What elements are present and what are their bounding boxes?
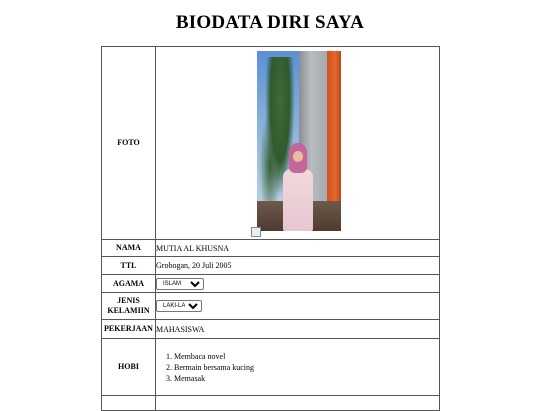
hobi-item: 3. Memasak	[174, 373, 439, 384]
hobi-cell	[156, 339, 440, 396]
value-extra	[156, 396, 440, 411]
label-nama: NAMA	[102, 240, 156, 257]
row-foto	[102, 47, 440, 240]
label-pekerjaan: PEKERJAAN	[102, 320, 156, 339]
photo-cell	[156, 47, 440, 240]
value-pekerjaan: MAHASISWA	[156, 320, 440, 339]
row-agama	[102, 275, 440, 293]
label-hobi: HOBI	[102, 339, 156, 396]
value-nama: MUTIA AL KHUSNA	[156, 240, 440, 257]
label-jenis-kelamin	[102, 293, 156, 320]
label-foto: FOTO	[102, 47, 156, 240]
agama-cell	[156, 275, 440, 293]
broken-image-icon	[251, 227, 261, 237]
jenis-kelamin-select[interactable]	[156, 300, 202, 312]
label-jenis: JENIS	[117, 296, 140, 305]
jenis-kelamin-cell	[156, 293, 440, 320]
row-ttl	[102, 257, 440, 275]
label-ttl: TTL	[102, 257, 156, 275]
value-ttl: Grobogan, 20 Juli 2005	[156, 257, 440, 275]
label-kelamin: KELAMIIN	[107, 306, 150, 315]
row-jenis-kelamin	[102, 293, 440, 320]
person-figure	[281, 143, 315, 231]
hobi-item: 2. Bermain bersama kucing	[174, 362, 439, 373]
hobi-item: 1. Membaca novel	[174, 351, 439, 362]
row-extra	[102, 396, 440, 411]
profile-photo	[257, 51, 341, 231]
agama-select[interactable]	[156, 278, 204, 290]
row-pekerjaan	[102, 320, 440, 339]
biodata-table	[101, 46, 440, 411]
label-agama: AGAMA	[102, 275, 156, 293]
row-hobi	[102, 339, 440, 396]
hobi-list	[156, 351, 439, 384]
label-extra	[102, 396, 156, 411]
row-nama	[102, 240, 440, 257]
page-title: BIODATA DIRI SAYA	[175, 12, 365, 33]
